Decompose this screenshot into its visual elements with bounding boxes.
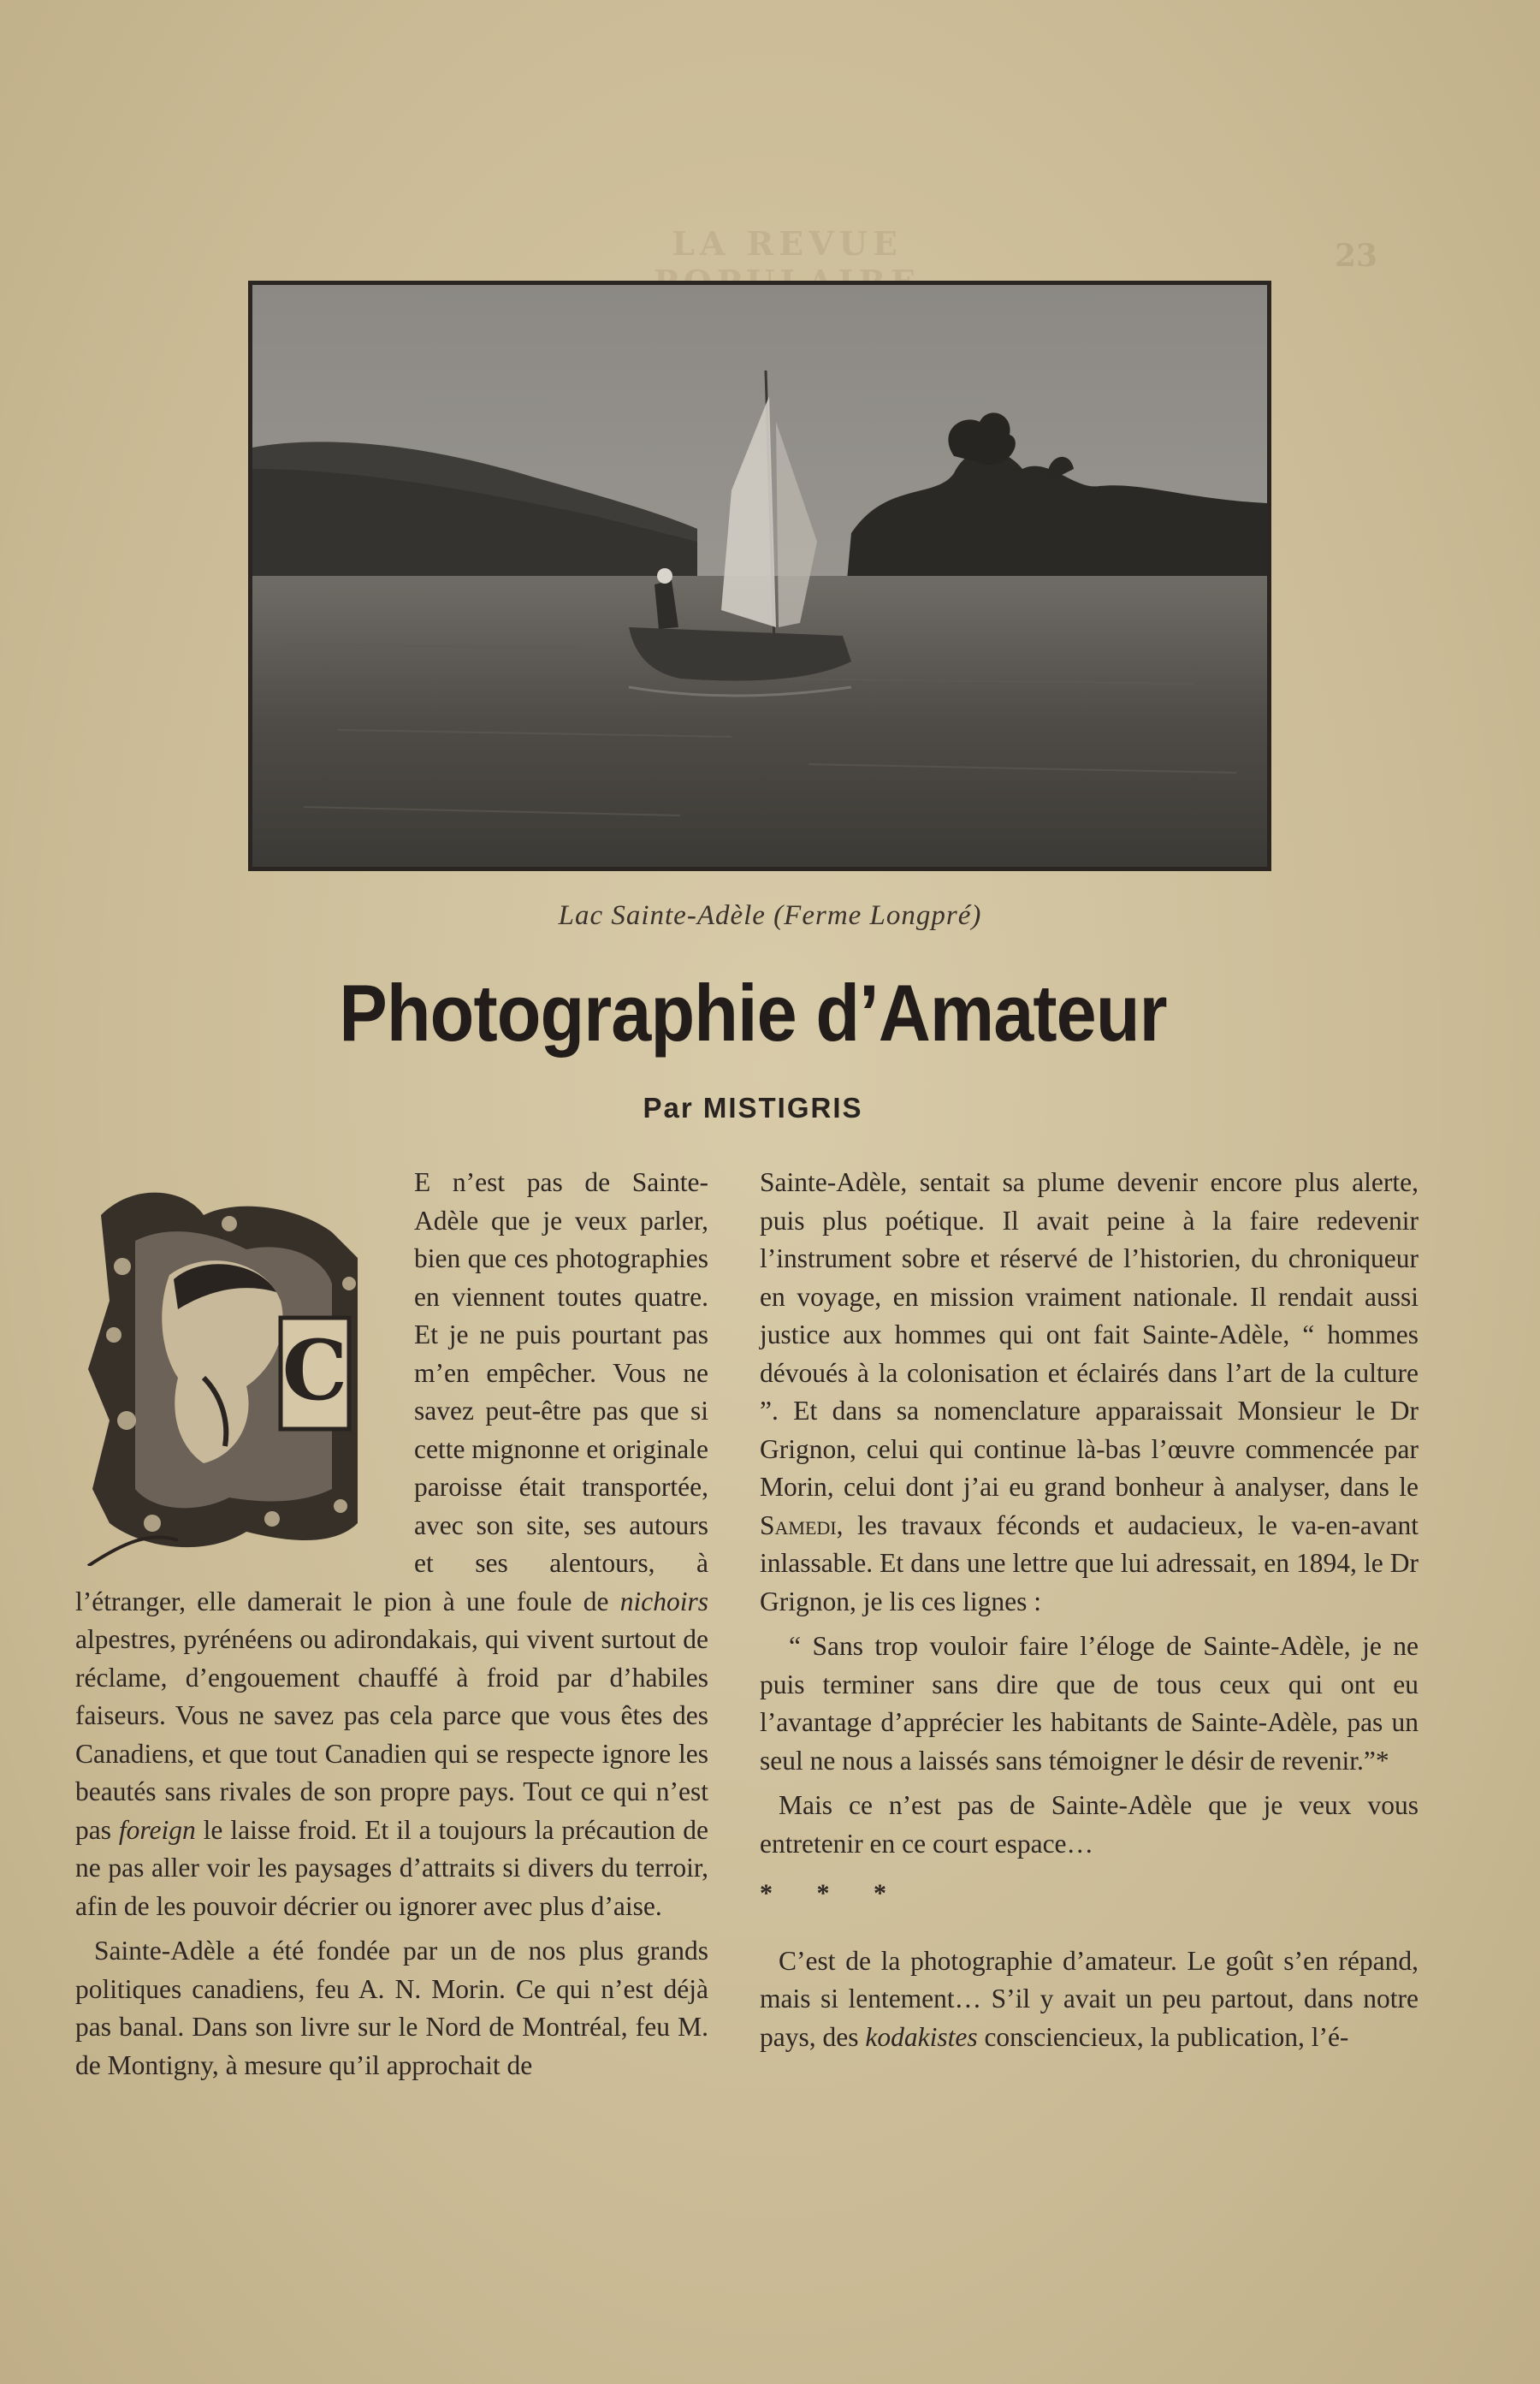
- lake-photograph: [248, 281, 1271, 871]
- photo-caption: Lac Sainte-Adèle (Ferme Longpré): [558, 900, 982, 931]
- paragraph-founding: Sainte-Adèle a été fondée par un de nos plus grands politiques canadiens, feu A. N. Morin. Ce qui n’est déjà pas banal. Dans son livre sur le Nord de Montréal, feu M. de Montigny, à mesure qu’il approchait de: [75, 1936, 708, 2080]
- dropcap-letter: C: [281, 1322, 348, 1419]
- ornamental-initial-image: [75, 1164, 400, 1566]
- left-column: [75, 1164, 708, 2085]
- paragraph-montigny: Sainte-Adèle, sentait sa plume devenir encore plus alerte, puis plus poétique. Il avait peine à la faire redevenir l’instrument sobre et réservé de l’historien, du chroniqueur en voyage, en mission vraiment nationale. Il rendait aussi justice aux hommes qui ont fait Sainte-Adèle, “ hommes dévoués à la colonisation et éclairés dans l’art de la culture ”. Et dans sa nomenclature apparaissait Monsieur le Dr Grignon, celui qui continue là-bas l’œuvre commencée par Morin, celui dont j’ai eu grand bonheur à analyser, dans le Samedi, les travaux féconds et audacieux, le va-en-avant inlassable. Et dans une lettre que lui adressait, en 1894, le Dr Grignon, je lis ces lignes :: [760, 1167, 1419, 1616]
- article-title: Photographie d’Amateur: [339, 968, 1167, 1058]
- article-byline: Par MISTIGRIS: [643, 1092, 863, 1124]
- paragraph-photography: C’est de la photographie d’amateur. Le goût s’en répand, mais si lentement… S’il y avait un peu partout, dans notre pays, des kodakistes consciencieux, la publication, l’é-: [760, 1945, 1419, 2052]
- section-separator: * * *: [760, 1879, 905, 1907]
- paragraph-intro: E n’est pas de Sainte-Adèle que je veux parler, bien que ces photographies en viennent toutes quatre. Et je ne puis pourtant pas m’en empêcher. Vous ne savez peut-être pas que si cette mignonne et originale paroisse était transportée, avec son site, ses autours et ses alentours, à l’étranger, elle damerait le pion à une foule de nichoirs alpestres, pyrénéens ou adirondakais, qui vivent surtout de réclame, d’engouement chauffé à froid par d’habiles faiseurs. Vous ne savez pas cela parce que vous êtes des Canadiens, et que tout Canadien qui se respecte ignore les beautés sans rivales de son propre pays. Tout ce qui n’est pas foreign le laisse froid. Et il a toujours la précaution de ne pas aller voir les paysages d’attraits si divers du terroir, afin de les pouvoir décrier ou ignorer avec plus d’aise.: [75, 1167, 708, 1921]
- page-number-showthrough: 23: [1335, 238, 1378, 274]
- running-title-showthrough: LA REVUE: [672, 224, 903, 263]
- paragraph-quote: “ Sans trop vouloir faire l’éloge de Sainte-Adèle, je ne puis terminer sans dire que de tous ceux qui ont eu l’avantage d’apprécier les habitants de Sainte-Adèle, pas un seul ne nous a laissés sans témoigner le désir de revenir.”*: [760, 1631, 1419, 1776]
- paragraph-transition: Mais ce n’est pas de Sainte-Adèle que je veux vous entretenir en ce court espace…: [760, 1790, 1419, 1859]
- right-column: [760, 1164, 1419, 2056]
- ornamental-dropcap: [75, 1164, 409, 1575]
- sailboat-on-lake-image: [252, 285, 1267, 867]
